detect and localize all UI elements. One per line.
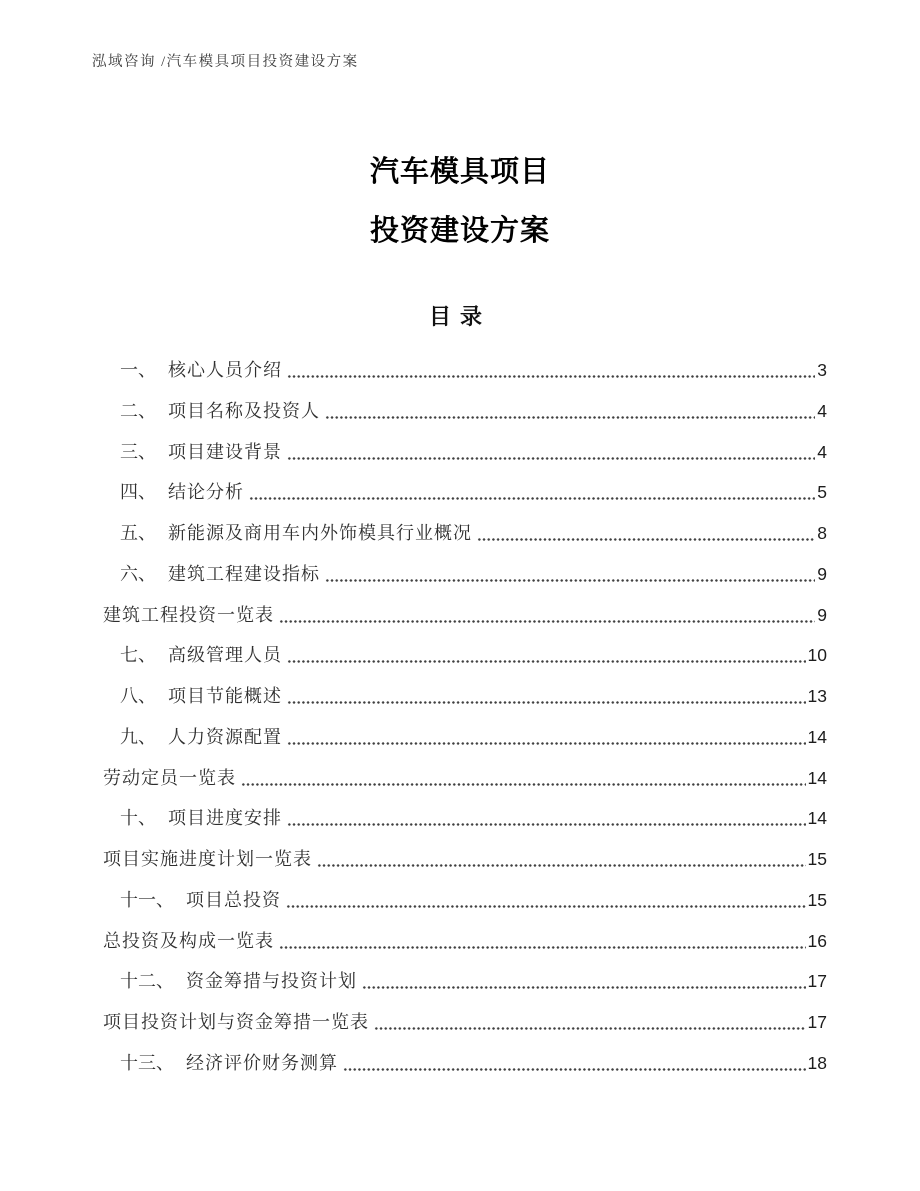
toc-entry-label: 项目节能概述 (168, 686, 282, 706)
toc-entry[interactable] (103, 635, 827, 676)
toc-entry[interactable] (103, 595, 827, 636)
toc-entry-label: 高级管理人员 (168, 645, 282, 666)
toc-entry-label: 人力资源配置 (168, 726, 282, 747)
toc-entry-label: 资金筹措与投资计划 (186, 971, 357, 992)
toc-entry-page: 14 (807, 726, 827, 747)
toc-entry-number: 二、 (120, 400, 156, 421)
toc-entry-number: 十一、 (120, 889, 174, 910)
toc-entry-number: 四、 (120, 482, 156, 503)
toc-entry-number: 十二、 (120, 971, 174, 992)
toc-entry-page: 8 (817, 523, 827, 543)
document-header: 泓域咨询 /汽车模具项目投资建设方案 (92, 54, 359, 70)
toc-entry[interactable] (103, 921, 827, 962)
toc-entry-label: 结论分析 (168, 482, 244, 503)
toc-entry-page: 3 (817, 360, 827, 380)
toc-entry[interactable] (103, 1002, 827, 1043)
toc-entry[interactable] (103, 880, 827, 921)
toc-entry-page: 10 (807, 645, 827, 666)
toc-entry-page: 4 (817, 400, 827, 421)
toc-entry-label: 项目总投资 (186, 889, 281, 910)
toc-entry-page: 15 (807, 849, 827, 869)
toc-entry[interactable] (103, 798, 827, 839)
toc-entry-number: 十三、 (120, 1052, 174, 1073)
toc-entry[interactable] (103, 350, 827, 391)
toc-entry-number: 六、 (120, 563, 156, 584)
toc-entry[interactable] (103, 961, 827, 1002)
document-title-line1: 汽车模具项目 (369, 156, 550, 188)
toc-entry-label: 项目建设背景 (168, 441, 282, 462)
toc-entry-page: 16 (807, 930, 827, 951)
toc-entry-label: 项目名称及投资人 (168, 400, 320, 421)
toc-entry-page: 17 (807, 971, 827, 992)
document-title-line2: 投资建设方案 (369, 215, 550, 247)
toc-entry-label: 核心人员介绍 (168, 360, 282, 380)
toc-entry-page: 4 (817, 441, 827, 462)
toc-entry-number: 三、 (120, 441, 156, 462)
toc-heading: 目录 (428, 304, 491, 329)
toc-entry[interactable] (103, 513, 827, 554)
toc-entry-number: 八、 (120, 686, 156, 706)
toc-entry-number: 五、 (120, 523, 156, 543)
toc-entry[interactable] (103, 758, 827, 799)
toc-entry[interactable] (103, 717, 827, 758)
toc-entry-page: 9 (817, 604, 827, 625)
toc-entry-label: 项目投资计划与资金筹措一览表 (103, 1012, 369, 1032)
toc-entry-label: 总投资及构成一览表 (103, 930, 274, 951)
toc-entry-page: 13 (807, 686, 827, 706)
toc-entry-page: 17 (807, 1012, 827, 1032)
toc-entry-page: 18 (807, 1052, 827, 1073)
toc-entry-page: 15 (807, 889, 827, 910)
toc-entry-label: 新能源及商用车内外饰模具行业概况 (168, 523, 472, 543)
toc-entry-page: 14 (807, 808, 827, 829)
toc-entry-label: 劳动定员一览表 (103, 767, 236, 788)
toc-entry-label: 项目进度安排 (168, 808, 282, 829)
toc-entry-number: 一、 (120, 360, 156, 380)
toc-entry-page: 5 (817, 482, 827, 503)
toc-entry[interactable] (103, 839, 827, 880)
toc-entry-page: 14 (807, 767, 827, 788)
toc-entry-label: 建筑工程建设指标 (168, 563, 320, 584)
toc-entry-number: 十、 (120, 808, 156, 829)
toc-entry[interactable] (103, 432, 827, 473)
toc-entry[interactable] (103, 391, 827, 432)
toc-list (103, 350, 827, 1084)
toc-entry-page: 9 (817, 563, 827, 584)
toc-entry-label: 项目实施进度计划一览表 (103, 849, 312, 869)
toc-entry[interactable] (103, 676, 827, 717)
toc-entry-number: 七、 (120, 645, 156, 666)
toc-entry[interactable] (103, 472, 827, 513)
toc-entry[interactable] (103, 554, 827, 595)
toc-entry-number: 九、 (120, 726, 156, 747)
toc-entry[interactable] (103, 1043, 827, 1084)
toc-entry-label: 建筑工程投资一览表 (103, 604, 274, 625)
toc-entry-label: 经济评价财务测算 (186, 1052, 338, 1073)
